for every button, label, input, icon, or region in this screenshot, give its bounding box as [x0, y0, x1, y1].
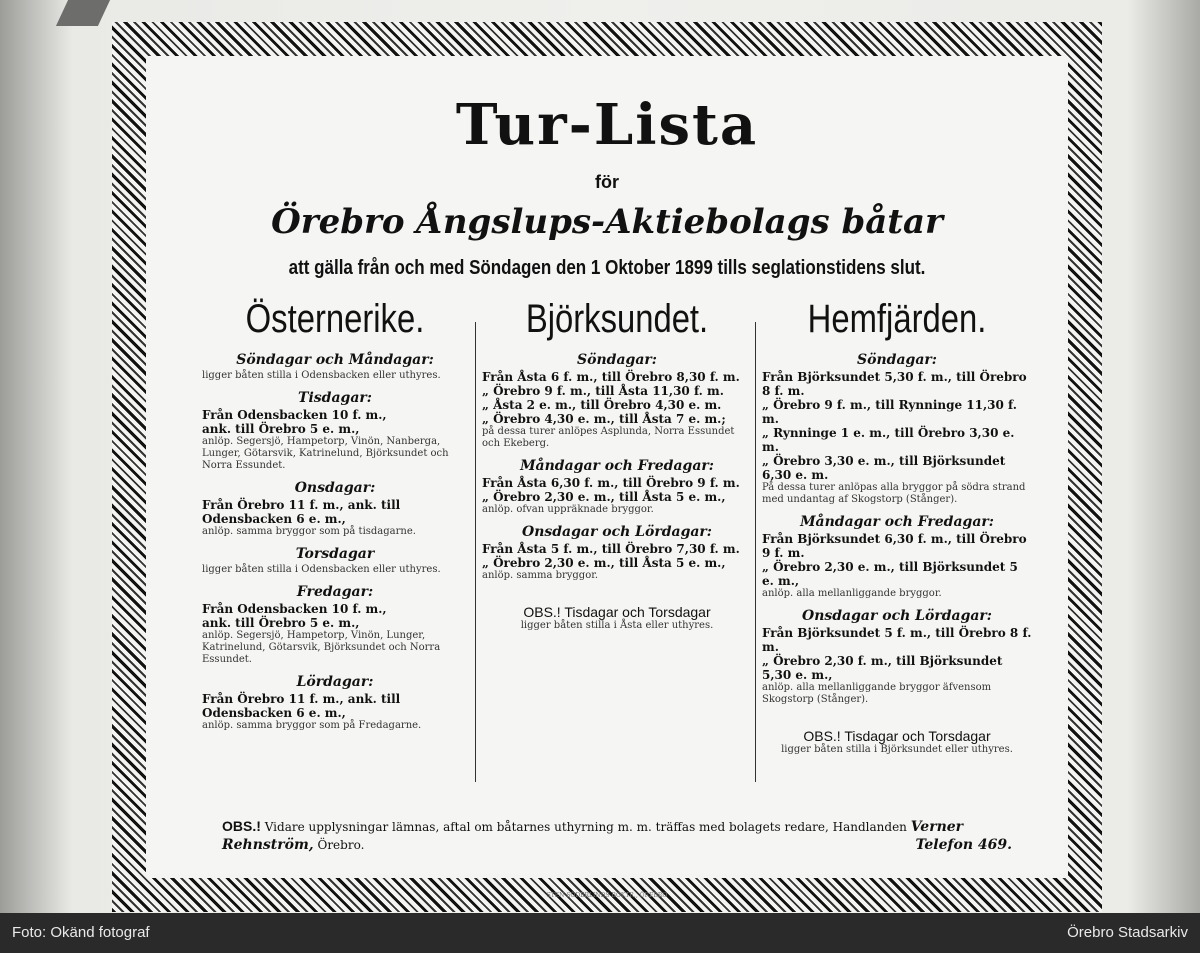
route-line: Från Örebro 11 f. m., ank. till [202, 498, 401, 512]
route-line: „ Åsta 2 e. m., till Örebro 4,30 e. m. [482, 398, 722, 412]
route-line: Från Björksundet 5,30 f. m., till Örebro 8 f. m. [762, 370, 1027, 398]
route-note: ligger båten stilla i Odensbacken eller uthyres. [202, 564, 441, 575]
route-line: „ Örebro 2,30 e. m., till Åsta 5 e. m., [482, 490, 726, 504]
route-line: „ Örebro 2,30 f. m., till Björksundet 5,30 e. m., [762, 654, 1003, 682]
day-heading: Måndagar och Fredagar: [800, 514, 994, 530]
photo-credit: Foto: Okänd fotograf [12, 924, 150, 941]
column-divider [475, 322, 476, 782]
day-heading: Söndagar: [577, 352, 657, 368]
poster [112, 22, 1102, 912]
day-heading: Onsdagar och Lördagar: [802, 608, 992, 624]
route-line: Odensbacken 6 e. m., [202, 512, 346, 526]
day-heading: Onsdagar: [294, 480, 376, 496]
day-heading: Söndagar: [857, 352, 937, 368]
route-line: Från Åsta 5 f. m., till Örebro 7,30 f. m. [482, 542, 740, 556]
column-divider [755, 322, 756, 782]
column-heading: Hemfjärden. [807, 297, 987, 341]
route-line: Från Odensbacken 10 f. m., [202, 408, 387, 422]
phone-number: Telefon 469. [915, 837, 1012, 853]
column-bjorksundet [482, 297, 752, 636]
route-line: Från Åsta 6,30 f. m., till Örebro 9 f. m. [482, 476, 740, 490]
day-heading: Lördagar: [296, 674, 374, 690]
printer-imprint: STEN SÖDERLINDS BOKTR., ÖREBRO [546, 892, 668, 899]
route-note: anlöp. samma bryggor som på Fredagarne. [202, 720, 422, 731]
company-name: Örebro Ångslups-Aktiebolags båtar [271, 202, 943, 242]
day-heading: Måndagar och Fredagar: [520, 458, 714, 474]
obs-note: ligger båten stilla i Björksundet eller uthyres. [781, 744, 1013, 755]
column-heading: Björksundet. [525, 297, 709, 341]
route-note: anlöp. samma bryggor som på tisdagarne. [202, 526, 416, 537]
poster-for: för [595, 172, 619, 192]
caption-bar [0, 913, 1200, 953]
obs-notice: OBS.! Tisdagar och Torsdagar [523, 604, 711, 620]
route-line: Från Odensbacken 10 f. m., [202, 602, 387, 616]
route-note: på dessa turer anlöpes Asplunda, Norra Essundet och Ekeberg. [482, 426, 735, 449]
route-line: ank. till Örebro 5 e. m., [202, 422, 360, 436]
route-line: Från Örebro 11 f. m., ank. till [202, 692, 401, 706]
route-line: Odensbacken 6 e. m., [202, 706, 346, 720]
owner-city: Örebro. [317, 838, 365, 852]
footer-text: Vidare upplysningar lämnas, aftal om båtarnes uthyrning m. m. träffas med bolagets redare, Handlanden [264, 820, 907, 834]
route-line: Från Björksundet 6,30 f. m., till Örebro 9 f. m. [762, 532, 1027, 560]
column-heading: Östernerike. [245, 297, 425, 341]
column-osternerike [202, 297, 468, 736]
route-line: „ Örebro 4,30 e. m., till Åsta 7 e. m.; [482, 412, 726, 426]
route-line: „ Örebro 9 f. m., till Åsta 11,30 f. m. [482, 384, 724, 398]
footer-obs: OBS.! [222, 818, 261, 834]
day-heading: Onsdagar och Lördagar: [522, 524, 712, 540]
validity-line: att gälla från och med Söndagen den 1 Oktober 1899 tills seglationstidens slut. [288, 257, 926, 279]
column-hemfjarden [762, 297, 1032, 760]
route-note: anlöp. alla mellanliggande bryggor äfvensom Skogstorp (Stånger). [762, 682, 992, 705]
route-note: anlöp. samma bryggor. [482, 570, 599, 581]
route-line: „ Rynninge 1 e. m., till Örebro 3,30 e. m. [762, 426, 1015, 454]
route-line: „ Örebro 2,30 e. m., till Åsta 5 e. m., [482, 556, 726, 570]
archive-credit: Örebro Stadsarkiv [1067, 924, 1188, 941]
footer-notice [222, 817, 1012, 854]
tape-mark [56, 0, 110, 26]
route-note: anlöp. alla mellanliggande bryggor. [762, 588, 942, 599]
day-heading: Torsdagar [295, 546, 375, 562]
poster-title: Tur-Lista [455, 92, 759, 158]
route-note: anlöp. Segersjö, Hampetorp, Vinön, Nanberga, Lunger, Götarsvik, Katrinelund, Björksundet och Norra Essundet. [202, 436, 449, 471]
route-line: „ Örebro 3,30 e. m., till Björksundet 6,30 e. m. [762, 454, 1006, 482]
route-note: ligger båten stilla i Odensbacken eller uthyres. [202, 370, 441, 381]
route-line: „ Örebro 9 f. m., till Rynninge 11,30 f. m. [762, 398, 1017, 426]
route-note: anlöp. ofvan uppräknade bryggor. [482, 504, 654, 515]
day-heading: Tisdagar: [298, 390, 372, 406]
day-heading: Söndagar och Måndagar: [236, 352, 434, 368]
route-line: Från Åsta 6 f. m., till Örebro 8,30 f. m. [482, 370, 740, 384]
route-line: Från Björksundet 5 f. m., till Örebro 8 f. m. [762, 626, 1032, 654]
day-heading: Fredagar: [296, 584, 374, 600]
route-note: På dessa turer anlöpas alla bryggor på södra strand med undantag af Skogstorp (Stånger). [762, 482, 1026, 505]
obs-note: ligger båten stilla i Åsta eller uthyres. [520, 620, 714, 631]
owner-name: Verner Rehnström, [222, 819, 964, 853]
route-note: anlöp. Segersjö, Hampetorp, Vinön, Lunger, Katrinelund, Götarsvik, Björksundet och Norra Essundet. [202, 630, 441, 665]
route-line: „ Örebro 2,30 e. m., till Björksundet 5 e. m., [762, 560, 1018, 588]
route-line: ank. till Örebro 5 e. m., [202, 616, 360, 630]
obs-notice: OBS.! Tisdagar och Torsdagar [803, 728, 991, 744]
